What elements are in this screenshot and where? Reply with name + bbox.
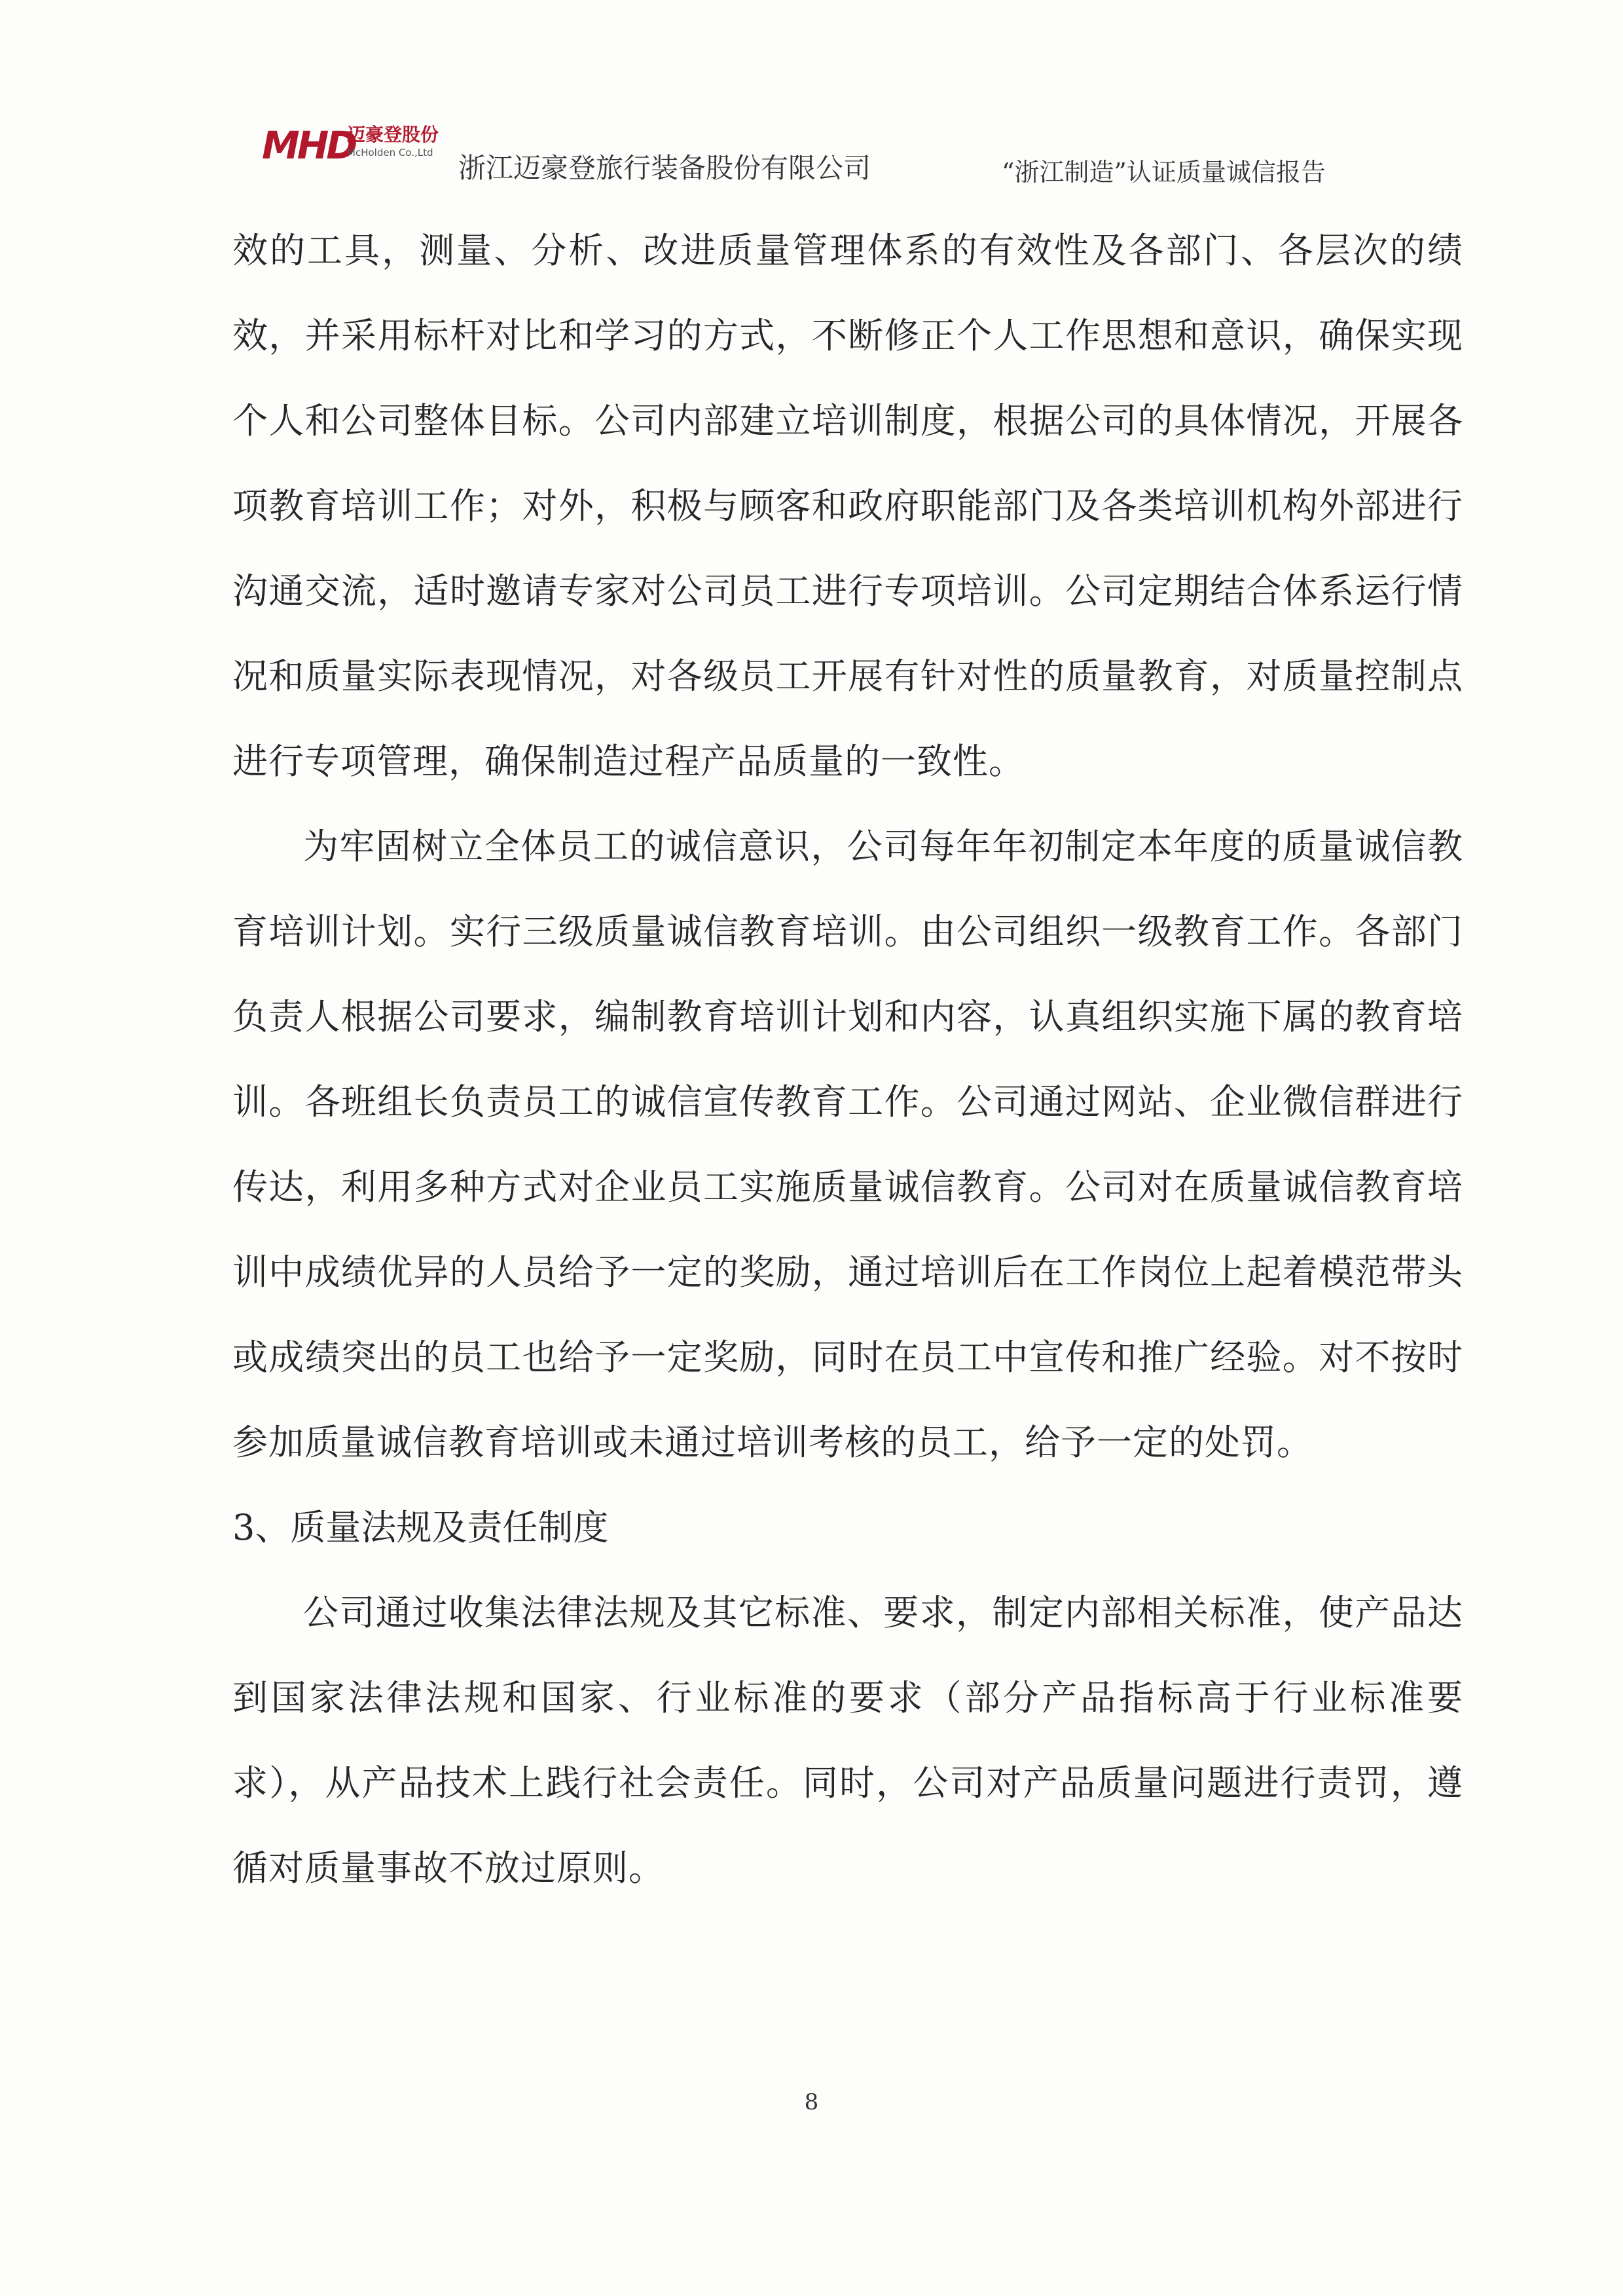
paragraph-1: 效的工具，测量、分析、改进质量管理体系的有效性及各部门、各层次的绩效，并采用标杆对比和学习的方式，不断修正个人工作思想和意识，确保实现个人和公司整体目标。公司内部建立培训制度，根据公司的具体情况，开展各项教育培训工作；对外，积极与顾客和政府职能部门及各类培训机构外部进行沟通交流，适时邀请专家对公司员工进行专项培训。公司定期结合体系运行情况和质量实际表现情况，对各级员工开展有针对性的质量教育，对质量控制点进行专项管理，确保制造过程产品质量的一致性。 <box>232 230 1463 782</box>
company-name: 浙江迈豪登旅行装备股份有限公司 <box>458 152 871 184</box>
report-title: “浙江制造”认证质量诚信报告 <box>1002 158 1326 187</box>
logo-english-text: McHolden Co.,Ltd <box>347 147 433 158</box>
paragraph-2: 为牢固树立全体员工的诚信意识，公司每年年初制定本年度的质量诚信教育培训计划。实行三级质量诚信教育培训。由公司组织一级教育工作。各部门负责人根据公司要求，编制教育培训计划和内容，认真组织实施下属的教育培训。各班组长负责员工的诚信宣传教育工作。公司通过网站、企业微信群进行传达，利用多种方式对企业员工实施质量诚信教育。公司对在质量诚信教育培训中成绩优异的人员给予一定的奖励，通过培训后在工作岗位上起着模范带头或成绩突出的员工也给予一定奖励，同时在员工中宣传和推广经验。对不按时参加质量诚信教育培训或未通过培训考核的员工，给予一定的处罚。 <box>232 826 1463 1463</box>
company-logo <box>262 118 452 170</box>
page-number: 8 <box>804 2089 819 2115</box>
page-header <box>262 118 1414 190</box>
logo-mark: MHD <box>262 123 356 168</box>
section-heading-3: 3、质量法规及责任制度 <box>232 1507 609 1548</box>
logo-chinese-text: 迈豪登股份 <box>347 124 439 145</box>
paragraph-3: 公司通过收集法律法规及其它标准、要求，制定内部相关标准，使产品达到国家法律法规和国家、行业标准的要求（部分产品指标高于行业标准要求），从产品技术上践行社会责任。同时，公司对产品质量问题进行责罚，遵循对质量事故不放过原则。 <box>232 1592 1463 1889</box>
body-content <box>232 208 1463 1911</box>
